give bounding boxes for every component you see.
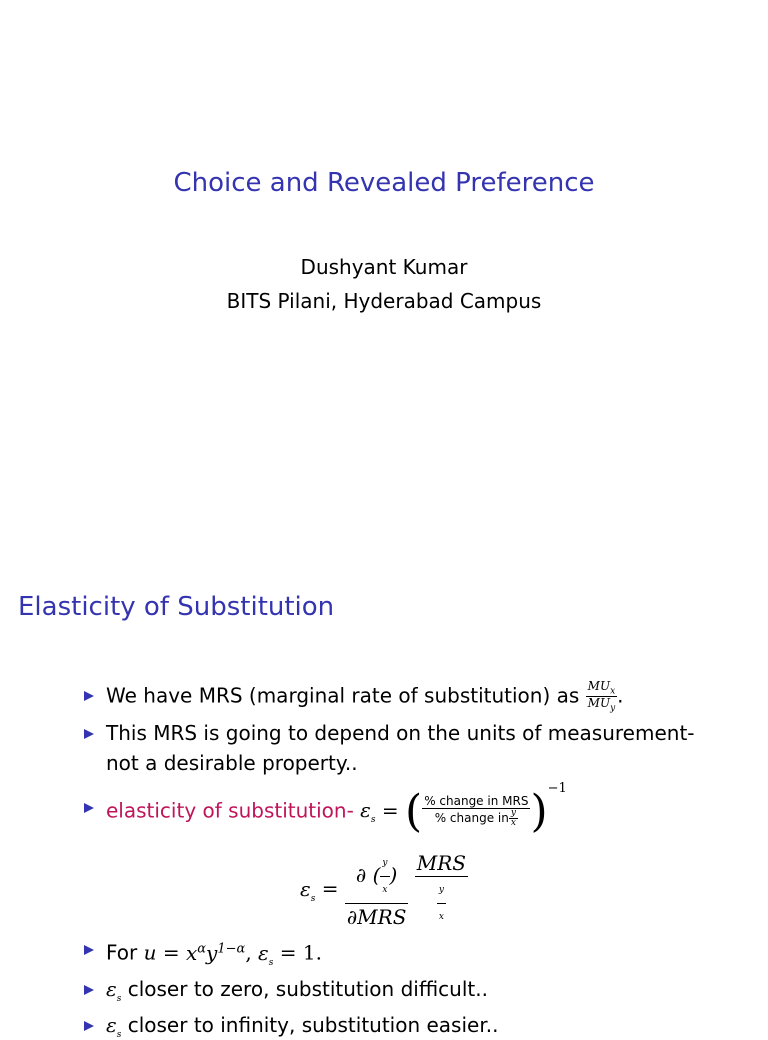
elasticity-denominator: % change in $\frac{y}{x}$ bbox=[434, 808, 516, 829]
author-block bbox=[0, 250, 768, 318]
mu-y-denominator: MU bbox=[587, 696, 611, 711]
mu-y-subscript: y bbox=[610, 703, 616, 714]
mu-x-subscript: x bbox=[610, 686, 616, 697]
bullet-infinite-elasticity: $\varepsilon_s$ closer to infinity, substitution easier.. bbox=[82, 1010, 722, 1040]
author-name: Dushyant Kumar bbox=[300, 255, 468, 279]
elasticity-numerator: % change in MRS bbox=[424, 794, 529, 809]
bullet-text-line1: This MRS is going to depend on the units of measurement- bbox=[106, 720, 695, 745]
bullet-text-line2: not a desirable property.. bbox=[106, 750, 358, 775]
bullet-triangle-icon bbox=[84, 729, 94, 739]
elasticity-term: elasticity of substitution- bbox=[106, 798, 354, 823]
mrs-fraction bbox=[586, 680, 618, 714]
bullet-triangle-icon bbox=[84, 985, 94, 995]
title-slide bbox=[0, 0, 768, 512]
bullet-zero-elasticity: $\varepsilon_s$ closer to zero, substitution difficult.. bbox=[82, 974, 722, 1004]
bullet-triangle-icon bbox=[84, 803, 94, 813]
bullet-triangle-icon bbox=[84, 945, 94, 955]
frame-title: Elasticity of Substitution bbox=[18, 592, 335, 622]
presentation-title: Choice and Revealed Preference bbox=[173, 168, 595, 198]
bullet-text: We have MRS (marginal rate of substitution) as bbox=[106, 683, 586, 708]
epsilon-symbol: $\varepsilon_s$ bbox=[360, 798, 376, 826]
bullet-cobb-douglas: For $u = x^\alpha y^{1-\alpha}$, $\varepsilon_s = 1$. bbox=[82, 934, 722, 968]
bullet-mrs-definition: We have MRS (marginal rate of substitution) as $\frac{MU_x}{MU_y}$ . bbox=[82, 680, 722, 714]
mu-x-numerator: MU bbox=[587, 679, 611, 693]
bullet-list bbox=[82, 679, 722, 837]
elasticity-exponent: −1 bbox=[547, 780, 567, 796]
bullet-triangle-icon bbox=[84, 1021, 94, 1031]
elasticity-fraction bbox=[422, 795, 530, 828]
bullet-triangle-icon bbox=[84, 691, 94, 701]
mrs-over-ratio-fraction: $\frac{\text{MRS}}{\frac{y}{x}}$ bbox=[416, 851, 467, 922]
elasticity-slide bbox=[0, 512, 768, 1040]
derivative-fraction: ∂ ( $\frac{y}{x}$ ) ∂MRS bbox=[345, 850, 409, 930]
bullet-units bbox=[82, 718, 722, 778]
elasticity-formula-display: $\varepsilon_s$ = ∂ ( $\frac{y}{x}$ ) ∂MRS $\frac{\text{MRS}}{\frac{y}{x}}$ bbox=[299, 851, 467, 929]
author-institution: BITS Pilani, Hyderabad Campus bbox=[226, 289, 542, 313]
bullet-elasticity-definition: elasticity of substitution- $\varepsilon_s$ = ( % change in MRS % change in $\frac{y}{x}$ )$^{-1}$ bbox=[82, 792, 722, 829]
